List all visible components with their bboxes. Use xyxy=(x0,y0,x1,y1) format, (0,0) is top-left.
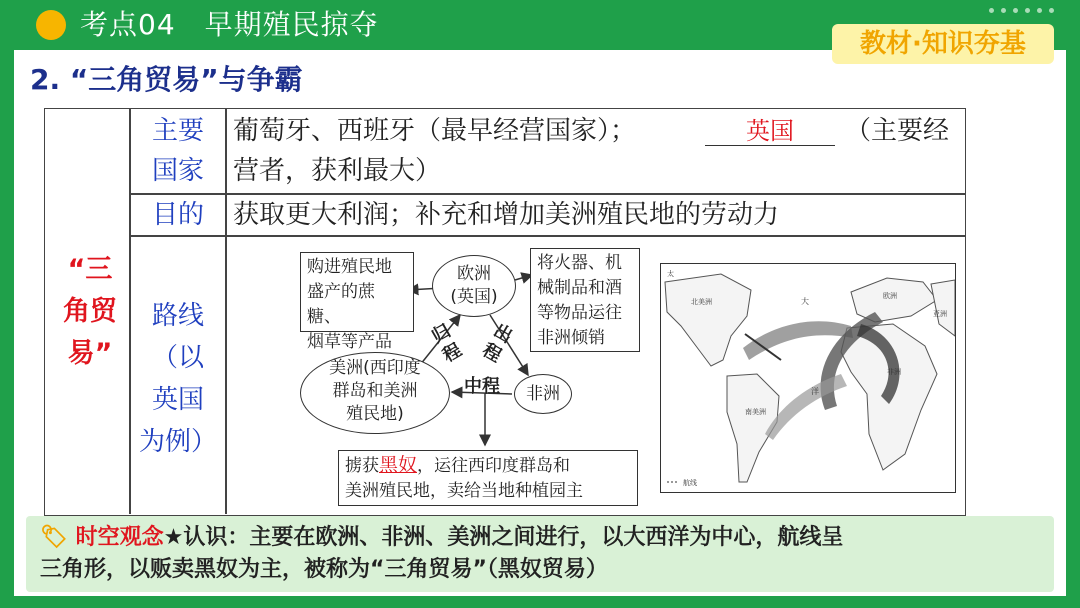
map-label-tai: 太 xyxy=(667,270,674,278)
box-manufactured-goods: 将火器、机 械制品和酒 等物品运往 非洲倾销 xyxy=(530,248,640,352)
header-dot-icon xyxy=(36,10,66,40)
label-return-route: 归 程 xyxy=(428,320,466,367)
note-tag: 时空观念 xyxy=(75,525,164,550)
answer-blank-england: 英国 xyxy=(705,117,835,146)
row-main-countries-suffix: （主要经 xyxy=(845,116,950,146)
section-badge: 教材·知识夯基 xyxy=(832,24,1054,64)
section-title: 2. “三角贸易”与争霸 xyxy=(30,63,303,96)
node-europe: 欧洲 (英国) xyxy=(432,255,516,317)
note-line1: 认识：主要在欧洲、非洲、美洲之间进行，以大西洋为中心，航线呈 xyxy=(183,525,844,550)
category-purpose: 目的 xyxy=(151,200,204,230)
note-text xyxy=(40,522,1040,586)
merged-label-triangle-trade: “三 角贸 易” xyxy=(63,254,117,369)
atlantic-map-image xyxy=(661,264,955,492)
row-main-countries-text: 葡萄牙、西班牙（最早经营国家）； xyxy=(233,116,637,146)
right-border xyxy=(1066,50,1080,608)
bottom-border xyxy=(0,596,1080,608)
map-label-europe: 欧洲 xyxy=(883,292,897,300)
map-label-asia: 亚洲 xyxy=(933,310,947,318)
triangle-trade-map xyxy=(660,263,956,493)
node-americas: 美洲(西印度 群岛和美洲 殖民地) xyxy=(300,352,450,434)
row-purpose-text: 获取更大利润；补充和增加美洲殖民地的劳动力 xyxy=(233,200,780,230)
map-label-africa: 非洲 xyxy=(887,368,901,376)
label-outward-route: 出 程 xyxy=(478,320,516,367)
table-divider xyxy=(225,109,227,514)
box-slave-trade: 掳获黑奴，运往西印度群岛和 美洲殖民地，卖给当地种植园主 xyxy=(338,450,638,506)
page-title: 考点04 早期殖民掠夺 xyxy=(80,8,379,41)
map-label-yang: 洋 xyxy=(811,387,819,396)
category-main-countries: 主要 国家 xyxy=(151,116,204,186)
box-colonial-goods: 购进殖民地 盛产的蔗糖、 烟草等产品 xyxy=(300,252,414,332)
category-route: 路线 （以 英国 为例） xyxy=(138,301,217,457)
map-label-north-america: 北美洲 xyxy=(691,298,712,306)
row-main-countries-line2: 营者，获利最大） xyxy=(233,156,442,186)
tag-icon: 🏷 xyxy=(40,525,68,550)
node-africa: 非洲 xyxy=(514,374,572,414)
map-label-da: 大 xyxy=(801,297,809,306)
decorative-dots xyxy=(989,8,1054,13)
table-divider xyxy=(129,235,965,237)
map-label-south-america: 南美洲 xyxy=(745,408,766,416)
star-icon: ★ xyxy=(163,525,184,550)
note-panel xyxy=(26,516,1054,592)
label-middle-route: 中程 xyxy=(464,376,500,397)
left-border xyxy=(0,50,14,608)
map-legend: 航线 xyxy=(683,479,697,487)
note-line2: 三角形，以贩卖黑奴为主，被称为“三角贸易”（黑奴贸易） xyxy=(40,557,608,582)
